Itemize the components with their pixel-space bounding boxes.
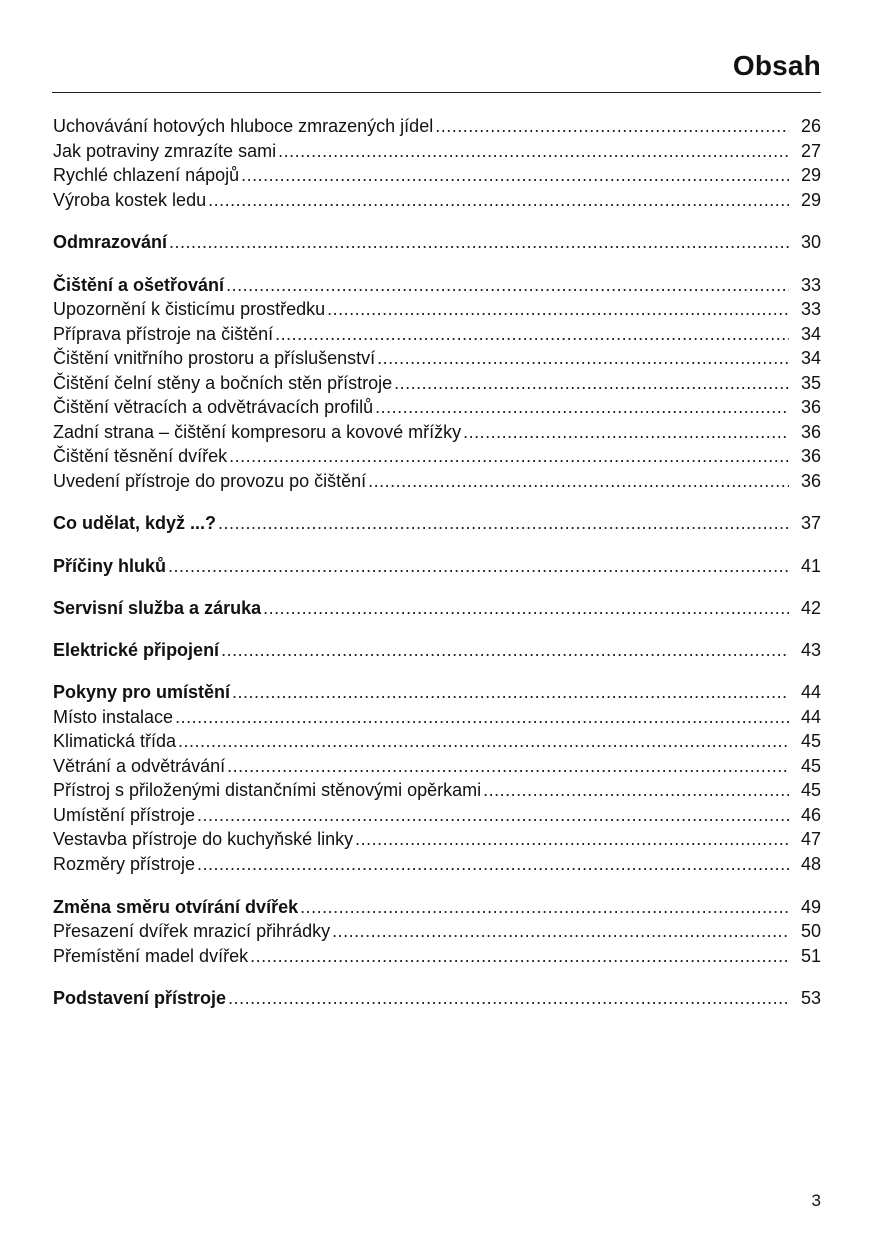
- toc-entry-page: 29: [800, 165, 821, 185]
- toc-section-label: Co udělat, když ...?: [53, 513, 217, 533]
- toc-entry: [53, 852, 821, 876]
- toc-entry-label: Čištění větracích a odvětrávacích profilů: [53, 397, 374, 417]
- toc-entry-page: 50: [800, 921, 821, 941]
- toc-entry-label: Čištění vnitřního prostoru a příslušenství: [53, 348, 376, 368]
- dot-leader: [178, 729, 789, 753]
- toc-section: [53, 596, 821, 620]
- toc-entry: [53, 139, 821, 163]
- toc-section: [53, 273, 821, 297]
- toc-entry: [53, 729, 821, 753]
- toc-entry-label: Přístroj s přiloženými distančními stěnovými opěrkami: [53, 780, 482, 800]
- toc-section: [53, 986, 821, 1010]
- dot-leader: [168, 554, 789, 578]
- toc-entry-page: 45: [800, 756, 821, 776]
- dot-leader: [435, 114, 789, 138]
- toc-section-label: Podstavení přístroje: [53, 988, 227, 1008]
- toc-entry: [53, 188, 821, 212]
- toc-entry-page: 47: [800, 829, 821, 849]
- toc-entry-label: Čištění těsnění dvířek: [53, 446, 228, 466]
- toc-entry-label: Přesazení dvířek mrazicí přihrádky: [53, 921, 331, 941]
- toc-entry-page: 49: [800, 897, 821, 917]
- dot-leader: [197, 852, 789, 876]
- toc-entry: [53, 919, 821, 943]
- toc-entry-page: 29: [800, 190, 821, 210]
- toc-entry-page: 51: [800, 946, 821, 966]
- toc-entry: [53, 803, 821, 827]
- toc-entry-label: Klimatická třída: [53, 731, 177, 751]
- toc-section-label: Servisní služba a záruka: [53, 598, 262, 618]
- dot-leader: [208, 188, 789, 212]
- toc-entry-page: 36: [800, 397, 821, 417]
- toc-section: [53, 680, 821, 704]
- toc-entry-page: 36: [800, 422, 821, 442]
- dot-leader: [232, 680, 789, 704]
- toc-entry-label: Přemístění madel dvířek: [53, 946, 249, 966]
- toc-entry-label: Výroba kostek ledu: [53, 190, 207, 210]
- toc-entry: [53, 944, 821, 968]
- toc-section: [53, 230, 821, 254]
- toc-entry-page: 36: [800, 446, 821, 466]
- toc-entry-page: 30: [800, 232, 821, 252]
- toc-entry-page: 33: [800, 299, 821, 319]
- toc-entry: [53, 297, 821, 321]
- toc-entry-label: Místo instalace: [53, 707, 174, 727]
- toc-entry: [53, 163, 821, 187]
- toc-entry-page: 37: [800, 513, 821, 533]
- toc-entry-label: Umístění přístroje: [53, 805, 196, 825]
- toc-entry: [53, 778, 821, 802]
- toc-entry-page: 42: [800, 598, 821, 618]
- dot-leader: [263, 596, 789, 620]
- toc-section-label: Elektrické připojení: [53, 640, 220, 660]
- toc-entry-label: Větrání a odvětrávání: [53, 756, 226, 776]
- toc-entry: [53, 114, 821, 138]
- toc-entry-page: 44: [800, 707, 821, 727]
- toc-entry: [53, 827, 821, 851]
- toc-entry-label: Rozměry přístroje: [53, 854, 196, 874]
- dot-leader: [368, 469, 789, 493]
- dot-leader: [227, 754, 789, 778]
- dot-leader: [241, 163, 789, 187]
- toc-entry-label: Vestavba přístroje do kuchyňské linky: [53, 829, 354, 849]
- toc-entry-label: Čištění čelní stěny a bočních stěn přístroje: [53, 373, 393, 393]
- dot-leader: [463, 420, 789, 444]
- dot-leader: [221, 638, 789, 662]
- toc-entry-page: 43: [800, 640, 821, 660]
- toc-entry-page: 26: [800, 116, 821, 136]
- toc-entry-page: 41: [800, 556, 821, 576]
- dot-leader: [394, 371, 789, 395]
- dot-leader: [332, 919, 789, 943]
- toc-section-label: Čištění a ošetřování: [53, 275, 225, 295]
- toc-entry: [53, 346, 821, 370]
- toc-entry-page: 45: [800, 731, 821, 751]
- toc-section: [53, 554, 821, 578]
- page-number: 3: [811, 1191, 821, 1210]
- toc-section-label: Odmrazování: [53, 232, 168, 252]
- toc-entry: [53, 469, 821, 493]
- dot-leader: [218, 511, 789, 535]
- toc-entry-label: Příprava přístroje na čištění: [53, 324, 274, 344]
- dot-leader: [483, 778, 789, 802]
- dot-leader: [355, 827, 789, 851]
- dot-leader: [275, 322, 789, 346]
- toc-entry-label: Uvedení přístroje do provozu po čištění: [53, 471, 367, 491]
- toc-entry-label: Upozornění k čisticímu prostředku: [53, 299, 326, 319]
- toc-entry: [53, 420, 821, 444]
- dot-leader: [197, 803, 789, 827]
- toc-entry-page: 48: [800, 854, 821, 874]
- dot-leader: [375, 395, 789, 419]
- dot-leader: [228, 986, 789, 1010]
- toc-section: [53, 638, 821, 662]
- dot-leader: [300, 895, 789, 919]
- toc-entry-page: 46: [800, 805, 821, 825]
- dot-leader: [327, 297, 789, 321]
- toc-entry-page: 27: [800, 141, 821, 161]
- title-divider: [52, 92, 821, 93]
- toc-entry-label: Zadní strana – čištění kompresoru a kovové mřížky: [53, 422, 462, 442]
- dot-leader: [377, 346, 789, 370]
- toc-entry: [53, 395, 821, 419]
- dot-leader: [169, 230, 789, 254]
- toc-section-label: Příčiny hluků: [53, 556, 167, 576]
- toc-entry: [53, 322, 821, 346]
- toc-section-label: Pokyny pro umístění: [53, 682, 231, 702]
- toc-entry: [53, 705, 821, 729]
- toc-entry-label: Rychlé chlazení nápojů: [53, 165, 240, 185]
- toc-entry-page: 53: [800, 988, 821, 1008]
- toc-entry: [53, 754, 821, 778]
- toc-entry-label: Uchovávání hotových hluboce zmrazených jídel: [53, 116, 434, 136]
- toc-entry-page: 45: [800, 780, 821, 800]
- toc-entry-page: 33: [800, 275, 821, 295]
- toc-section: [53, 511, 821, 535]
- dot-leader: [250, 944, 789, 968]
- toc-entry-label: Jak potraviny zmrazíte sami: [53, 141, 277, 161]
- toc-entry-page: 34: [800, 348, 821, 368]
- dot-leader: [278, 139, 789, 163]
- page-title: Obsah: [732, 50, 821, 81]
- toc-entry-page: 35: [800, 373, 821, 393]
- toc-section: [53, 895, 821, 919]
- dot-leader: [229, 444, 789, 468]
- toc-entry-page: 34: [800, 324, 821, 344]
- toc-entry-page: 36: [800, 471, 821, 491]
- dot-leader: [175, 705, 789, 729]
- dot-leader: [226, 273, 789, 297]
- toc-entry-page: 44: [800, 682, 821, 702]
- toc-entry: [53, 371, 821, 395]
- toc-entry: [53, 444, 821, 468]
- toc-section-label: Změna směru otvírání dvířek: [53, 897, 299, 917]
